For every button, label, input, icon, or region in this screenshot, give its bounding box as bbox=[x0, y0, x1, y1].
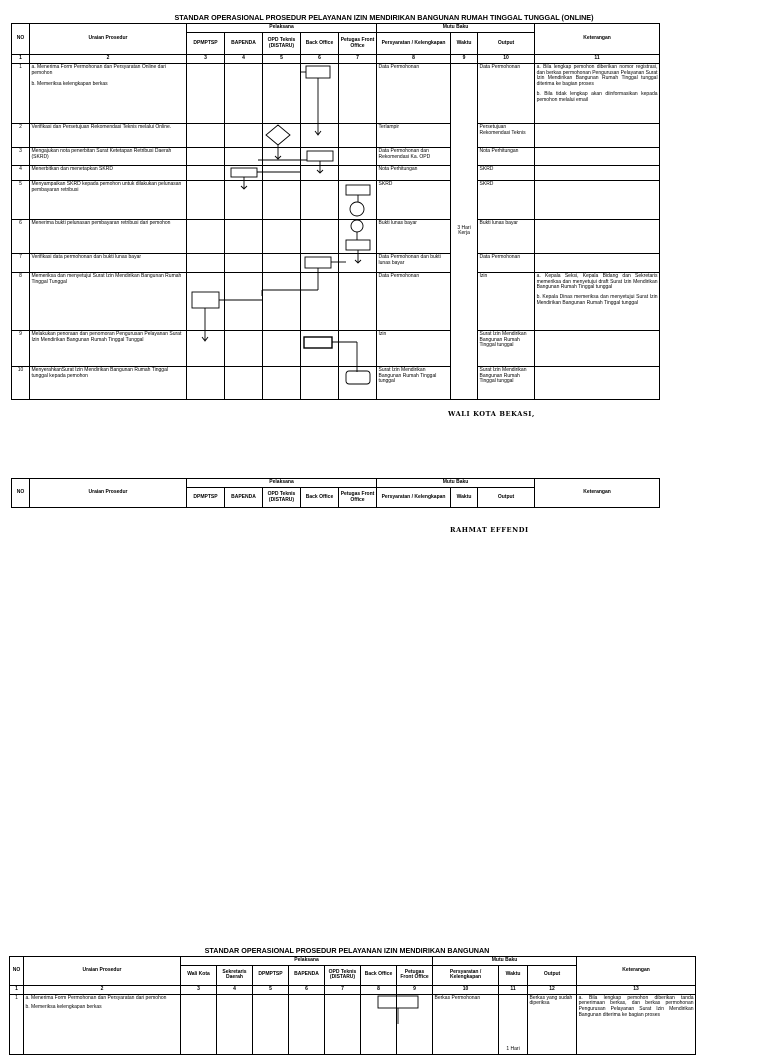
sop-table-2 bbox=[9, 956, 696, 1055]
col-number: 4 bbox=[217, 985, 253, 994]
row-waktu: 1 Hari bbox=[499, 994, 528, 1054]
col-number: 9 bbox=[397, 985, 433, 994]
keterangan-b: b. Bila tidak lengkap akan diinformasikan kepada pemohon melalui email bbox=[536, 90, 658, 103]
header-mutu-baku: Mutu Baku bbox=[377, 479, 535, 488]
header-front-office: Petugas Front Office bbox=[339, 33, 377, 55]
col-number: 3 bbox=[187, 55, 225, 64]
col-number: 7 bbox=[339, 55, 377, 64]
col-number: 5 bbox=[253, 985, 289, 994]
table-row bbox=[12, 366, 660, 399]
header-front-office: Petugas Front Office bbox=[339, 488, 377, 508]
header-waktu: Waktu bbox=[451, 33, 478, 55]
table-row bbox=[12, 123, 660, 147]
col-number: 7 bbox=[325, 985, 361, 994]
row-output: Persetujuan Rekomendasi Teknis bbox=[478, 123, 535, 147]
header-output: Output bbox=[478, 488, 535, 508]
row-persyaratan: Data Permohonan dan bukti lunas bayar bbox=[377, 253, 451, 272]
header-no: NO bbox=[12, 24, 30, 55]
header-waktu: Waktu bbox=[499, 965, 528, 985]
header-mutu-baku: Mutu Baku bbox=[377, 24, 535, 33]
row-persyaratan: Nota Perhitungan bbox=[377, 165, 451, 180]
col-number: 10 bbox=[478, 55, 535, 64]
keterangan-a: a. Bila lengkap pemohon diberikan nomor registrasi, dan berkas permohonan Pengurusan Pelayanan Surat Izin Mendirikan Bangunan Rumah Tinggal tunggal diterima ke bagian proses bbox=[536, 63, 658, 87]
row-uraian bbox=[30, 63, 187, 123]
uraian-a: a. Menerima Form Permohonan dan Persyaratan dari pemohon bbox=[25, 994, 167, 1001]
header-pelaksana: Pelaksana bbox=[181, 957, 433, 966]
row-no: 3 bbox=[12, 147, 30, 165]
row-no: 5 bbox=[12, 180, 30, 219]
table-row bbox=[12, 147, 660, 165]
table-row bbox=[12, 253, 660, 272]
uraian-a: a. Menerima Form Permohonan dan Persyaratan Online dari pemohon bbox=[31, 63, 167, 76]
table-row bbox=[12, 219, 660, 253]
header-output: Output bbox=[478, 33, 535, 55]
header-opd: OPD Teknis (DISTARU) bbox=[325, 965, 361, 985]
row-no: 4 bbox=[12, 165, 30, 180]
col-number: 1 bbox=[10, 985, 24, 994]
header-opd: OPD Teknis (DISTARU) bbox=[263, 33, 301, 55]
header-pelaksana: Pelaksana bbox=[187, 479, 377, 488]
signature-title: WALI KOTA BEKASI, bbox=[448, 410, 535, 418]
repeated-header-table bbox=[11, 478, 660, 508]
header-sekda: Sekretaris Daerah bbox=[217, 965, 253, 985]
row-persyaratan: Data Permohonan dan Rekomendasi Ka. OPD bbox=[377, 147, 451, 165]
header-keterangan: Keterangan bbox=[535, 24, 660, 55]
header-dpmptsp: DPMPTSP bbox=[253, 965, 289, 985]
row-uraian: Menyampaikan SKRD kepada pemohon untuk dilakukan pelunasan pembayaran retribusi bbox=[30, 180, 187, 219]
row-output: Nota Perhitungan bbox=[478, 147, 535, 165]
uraian-b: b. Memeriksa kelengkapan berkas bbox=[31, 81, 108, 88]
col-number: 2 bbox=[24, 985, 181, 994]
row-output: SKRD bbox=[478, 180, 535, 219]
row-output: Data Permohonan bbox=[478, 253, 535, 272]
sop-title: STANDAR OPERASIONAL PROSEDUR PELAYANAN IZIN MENDIRIKAN BANGUNAN RUMAH TINGGAL TUNGGAL (ONLINE) bbox=[174, 13, 594, 22]
row-output: Surat Izin Mendirikan Bangunan Rumah Tinggal tunggal bbox=[478, 366, 535, 399]
row-output: Bukti lunas bayar bbox=[478, 219, 535, 253]
row-keterangan bbox=[577, 994, 696, 1054]
row-uraian: Menerbitkan dan menetapkan SKRD bbox=[30, 165, 187, 180]
row-no: 10 bbox=[12, 366, 30, 399]
col-number: 9 bbox=[451, 55, 478, 64]
col-number: 6 bbox=[301, 55, 339, 64]
row-persyaratan: Berkas Permohonan bbox=[433, 994, 499, 1054]
row-persyaratan: Bukti lunas bayar bbox=[377, 219, 451, 253]
keterangan-a: a. Bila lengkap pemohon diberikan tanda penerimaan berkas, dan berkas permohonan Pengurusan Pelayanan Surat Izin Mendirikan Bangunan diterima ke bagian proses bbox=[578, 994, 694, 1018]
row-uraian: MenyerahkanSurat Izin Mendirikan Bangunan Rumah Tinggal tunggal kepada pemohon bbox=[30, 366, 187, 399]
row-persyaratan: Data Permohonan bbox=[377, 272, 451, 330]
header-mutu-baku: Mutu Baku bbox=[433, 957, 577, 966]
row-no: 8 bbox=[12, 272, 30, 330]
col-number: 4 bbox=[225, 55, 263, 64]
row-no: 7 bbox=[12, 253, 30, 272]
row-uraian: Memeriksa dan menyetujui Surat Izin Mendirikan Bangunan Rumah Tinggal Tunggal bbox=[30, 272, 187, 330]
header-persyaratan: Persyaratan / Kelengkapan bbox=[377, 488, 451, 508]
row-uraian: Mengajukan nota penerbitan Surat Ketetapan Retribusi Daerah (SKRD) bbox=[30, 147, 187, 165]
table-row bbox=[12, 330, 660, 366]
row-keterangan bbox=[535, 63, 660, 123]
table-row bbox=[12, 63, 660, 123]
header-wali-kota: Wali Kota bbox=[181, 965, 217, 985]
table-row bbox=[10, 994, 696, 1054]
header-persyaratan: Persyaratan / Kelengkapan bbox=[377, 33, 451, 55]
header-output: Output bbox=[528, 965, 577, 985]
row-output: Berkas yang sudah diperiksa bbox=[528, 994, 577, 1054]
keterangan-a: a. Kepala Seksi, Kepala Bidang dan Sekretaris memeriksa dan menyetujui draft Surat Izin Mendirikan Bangunan Rumah Tinggal tunggal bbox=[536, 272, 658, 291]
row-no: 1 bbox=[12, 63, 30, 123]
header-uraian: Uraian Prosedur bbox=[30, 24, 187, 55]
row-uraian: Menerima bukti pelunasan pembayaran retribusi dari pemohon bbox=[30, 219, 187, 253]
row-persyaratan: Terlampir bbox=[377, 123, 451, 147]
header-uraian: Uraian Prosedur bbox=[30, 479, 187, 508]
row-persyaratan: Izin bbox=[377, 330, 451, 366]
row-persyaratan: Surat Izin Mendirikan Bangunan Rumah Tinggal tunggal bbox=[377, 366, 451, 399]
waktu-cell: 3 Hari Kerja bbox=[451, 63, 478, 399]
header-no: NO bbox=[10, 957, 24, 986]
header-back-office: Back Office bbox=[301, 33, 339, 55]
table-row bbox=[12, 180, 660, 219]
col-number: 1 bbox=[12, 55, 30, 64]
header-dpmptsp: DPMPTSP bbox=[187, 33, 225, 55]
header-bapenda: BAPENDA bbox=[289, 965, 325, 985]
header-keterangan: Keterangan bbox=[577, 957, 696, 986]
row-persyaratan: SKRD bbox=[377, 180, 451, 219]
sop-title-2: STANDAR OPERASIONAL PROSEDUR PELAYANAN IZIN MENDIRIKAN BANGUNAN bbox=[204, 946, 490, 955]
col-number: 8 bbox=[377, 55, 451, 64]
row-output: Data Permohonan bbox=[478, 63, 535, 123]
table-row bbox=[12, 165, 660, 180]
row-no: 6 bbox=[12, 219, 30, 253]
row-uraian: Verifikasi data permohonan dan bukti lunas bayar bbox=[30, 253, 187, 272]
signature-name: RAHMAT EFFENDI bbox=[450, 526, 529, 534]
row-no: 2 bbox=[12, 123, 30, 147]
col-number: 5 bbox=[263, 55, 301, 64]
row-output: SKRD bbox=[478, 165, 535, 180]
header-dpmptsp: DPMPTSP bbox=[187, 488, 225, 508]
sop-table bbox=[11, 23, 660, 400]
col-number: 2 bbox=[30, 55, 187, 64]
uraian-b: b. Memeriksa kelengkapan berkas bbox=[25, 1004, 102, 1011]
header-bapenda: BAPENDA bbox=[225, 488, 263, 508]
col-number: 11 bbox=[535, 55, 660, 64]
table-row bbox=[12, 272, 660, 330]
header-keterangan: Keterangan bbox=[535, 479, 660, 508]
header-back-office: Back Office bbox=[361, 965, 397, 985]
col-number: 8 bbox=[361, 985, 397, 994]
col-number: 10 bbox=[433, 985, 499, 994]
row-uraian: Melakukan penoraan dan penomoran Pengurusan Pelayanan Surat Izin Mendirikan Bangunan Rumah Tinggal Tunggal bbox=[30, 330, 187, 366]
header-front-office: Petugas Front Office bbox=[397, 965, 433, 985]
col-number: 6 bbox=[289, 985, 325, 994]
header-uraian: Uraian Prosedur bbox=[24, 957, 181, 986]
col-number: 12 bbox=[528, 985, 577, 994]
header-bapenda: BAPENDA bbox=[225, 33, 263, 55]
header-waktu: Waktu bbox=[451, 488, 478, 508]
header-no: NO bbox=[12, 479, 30, 508]
row-output: Surat Izin Mendirikan Bangunan Rumah Tinggal tunggal bbox=[478, 330, 535, 366]
row-persyaratan: Data Permohonan bbox=[377, 63, 451, 123]
row-no: 1 bbox=[10, 994, 24, 1054]
header-back-office: Back Office bbox=[301, 488, 339, 508]
col-number: 11 bbox=[499, 985, 528, 994]
col-number: 3 bbox=[181, 985, 217, 994]
header-opd: OPD Teknis (DISTARU) bbox=[263, 488, 301, 508]
row-uraian bbox=[24, 994, 181, 1054]
row-no: 9 bbox=[12, 330, 30, 366]
header-pelaksana: Pelaksana bbox=[187, 24, 377, 33]
row-uraian: Verifikasi dan Persetujuan Rekomendasi Teknis melalui Online. bbox=[30, 123, 187, 147]
row-output: Izin bbox=[478, 272, 535, 330]
keterangan-b: b. Kepala Dinas memeriksa dan menyetujui Surat Izin Mendirikan Bangunan Rumah Tinggal tunggal bbox=[536, 294, 658, 306]
row-keterangan bbox=[535, 272, 660, 330]
header-persyaratan: Persyaratan / Kelengkapan bbox=[433, 965, 499, 985]
col-number: 13 bbox=[577, 985, 696, 994]
